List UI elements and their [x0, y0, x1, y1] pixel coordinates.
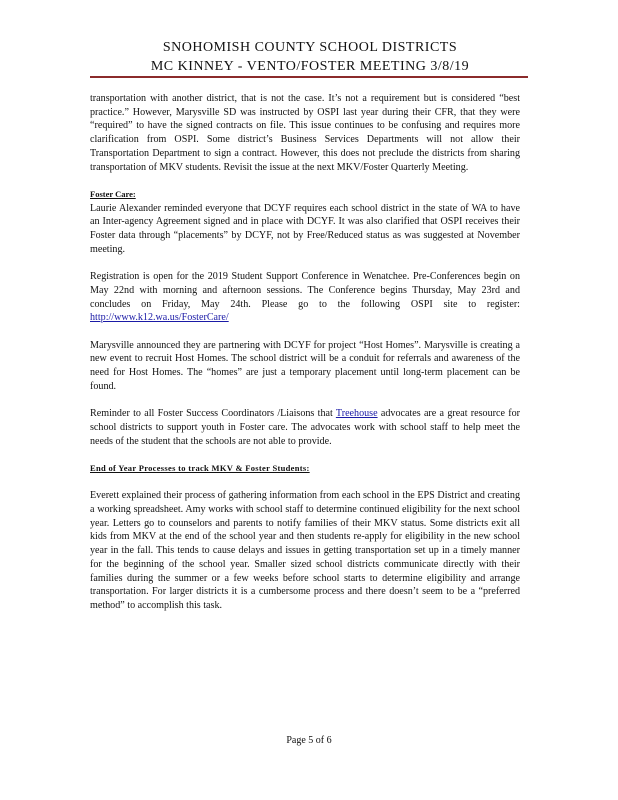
marysville-paragraph: Marysville announced they are partnering with DCYF for project “Host Homes”. Marysville is creating a new event to recruit Host Homes. The school district will be a conduit for referrals and awareness of the need for Host Homes. The “homes” are just a temporary placement until long-term placement can be found.: [90, 339, 520, 392]
reminder-text-after: advocates are a great resource for school districts to support youth in Foster care. The advocates work with school staff to help meet the needs of the student that the schools are not able to provide.: [90, 408, 521, 447]
registration-text: Registration is open for the 2019 Student Support Conference in Wenatchee. Pre-Conferences begin on May 22nd with morning and afternoon sessions. The Conference begins Thursday, May 23rd and concludes on Friday, May 24th. Please go to the following OSPI site to register:: [90, 271, 520, 310]
foster-care-heading: Foster Care:: [90, 188, 136, 199]
transportation-paragraph: transportation with another district, that is not the case. It’s not a requirement but is considered “best practice.” However, Marysville SD was instructed by OSPI last year during their CFR, that they were “required” to have the signed contracts on file. This issue continues to be confusing and requires more clarification from OSPI. Some district’s Business Services Departments will not allow their Transportation Department to sign a contract. However, this does not preclude the districts from sharing transportation of MKV students. Revisit the issue at the next MKV/Foster Quarterly Meeting.: [90, 93, 520, 173]
reminder-paragraph: [90, 407, 520, 448]
end-of-year-heading: End of Year Processes to track MKV & Foster Students:: [90, 462, 310, 473]
treehouse-link[interactable]: Treehouse: [335, 408, 378, 420]
header-meeting-line: MC KINNEY - VENTO/FOSTER MEETING 3/8/19: [150, 59, 470, 74]
registration-paragraph: [90, 270, 520, 325]
reminder-text-before: Reminder to all Foster Success Coordinators /Liaisons that: [90, 408, 333, 420]
everett-paragraph: Everett explained their process of gathering information from each school in the EPS District and creating a working spreadsheet. Amy works with school staff to determine continued eligibility for the next school year. Letters go to counselors and parents to notify families of their MKV status. Some districts exit all kids from MKV at the end of the school year and then students re-apply for eligibility in the new school year in the fall. This tends to cause delays and issues in getting transportation set up in a timely manner for the beginning of the school year. Smaller sized school districts communicate directly with their families during the summer or a few weeks before school starts to determine eligibility and arrange transportation. For larger districts it is a cumbersome process and there doesn’t seem to be a “preferred method” to accomplish this task.: [90, 490, 520, 611]
header-divider: [90, 76, 528, 78]
foster-care-paragraph: Laurie Alexander reminded everyone that DCYF requires each school district in the state of WA to have an Inter-agency Agreement signed and in place with DCYF. It was also clarified that OSPI receives their Foster data through “placements” by DCYF, not by Free/Reduced status as was suggested at November meeting.: [90, 202, 520, 255]
header-title-line: SNOHOMISH COUNTY SCHOOL DISTRICTS: [162, 40, 458, 55]
document-header: [90, 38, 530, 76]
document-body: [90, 92, 520, 626]
page-number: Page 5 of 6: [286, 735, 332, 746]
foster-care-link[interactable]: http://www.k12.wa.us/FosterCare/: [90, 312, 229, 324]
